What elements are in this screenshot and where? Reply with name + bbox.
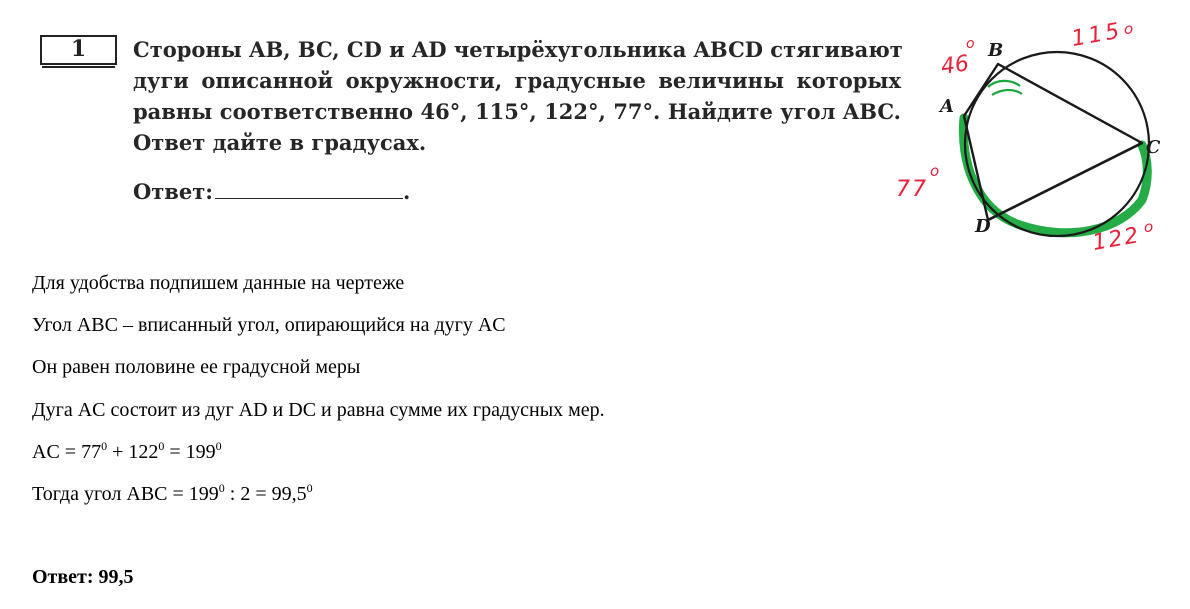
- label-point-c: C: [1146, 137, 1161, 158]
- annotation-arc-ab-degree: o: [966, 36, 975, 52]
- problem-block: [0, 0, 920, 250]
- answer-field: Ответ: .: [133, 176, 410, 204]
- solution-line-4: Дуга AC состоит из дуг AD и DC и равна сумме их градусных мер.: [32, 399, 605, 421]
- annotation-arc-cd-digits: 122: [1090, 222, 1143, 256]
- answer-prompt: Ответ:: [133, 179, 214, 204]
- solution-line-5: [32, 441, 222, 464]
- annotation-arc-ad: [896, 162, 939, 202]
- answer-blank-line: [215, 176, 403, 199]
- problem-line-2: дуги описанной окружности, градусные величины которых: [133, 68, 901, 93]
- quadrilateral-abcd: [964, 64, 1142, 220]
- degree-sup: 0: [158, 439, 165, 453]
- formula-ac-part-1: AC = 77: [32, 441, 102, 463]
- solution-line-1: Для удобства подпишем данные на чертеже: [32, 272, 405, 294]
- annotation-arc-cd-degree: o: [1144, 218, 1154, 236]
- solution-line-2: Угол ABC – вписанный угол, опирающийся на дугу AC: [32, 314, 506, 336]
- annotation-arc-ab-digits: 46: [939, 51, 971, 80]
- formula-ac-part-3: = 199: [164, 441, 216, 463]
- angle-mark-b-2: [992, 90, 1022, 95]
- problem-statement: [133, 34, 901, 158]
- degree-sup: 0: [218, 481, 225, 495]
- degree-sup: 0: [215, 439, 222, 453]
- formula-abc-part-1: Тогда угол ABC = 199: [32, 483, 219, 505]
- label-point-d: D: [975, 216, 991, 237]
- problem-line-1: Стороны AB, BC, CD и AD четырёхугольника ABCD стягивают: [133, 37, 903, 62]
- formula-abc-part-2: : 2 = 99,5: [224, 483, 307, 505]
- problem-number: 1: [40, 35, 117, 65]
- annotation-arc-ad-degree: o: [930, 162, 940, 180]
- angle-mark-b-1: [988, 81, 1020, 87]
- problem-line-4: Ответ дайте в градусах.: [133, 130, 427, 155]
- diagonal-ac: [988, 143, 1142, 220]
- annotation-arc-bc: [1070, 18, 1133, 51]
- label-point-b: B: [988, 40, 1004, 61]
- circle-figure: [880, 10, 1180, 260]
- final-answer: Ответ: 99,5: [32, 566, 134, 588]
- annotation-arc-bc-digits: 115: [1069, 18, 1125, 52]
- annotation-arc-ad-digits: 77: [896, 177, 928, 202]
- problem-line-3: равны соответственно 46°, 115°, 122°, 77°. Найдите угол ABC.: [133, 99, 901, 124]
- solution-line-6: [32, 483, 313, 506]
- formula-ac-part-2: + 122: [107, 441, 159, 463]
- label-point-a: A: [940, 96, 954, 117]
- solution-line-3: Он равен половине ее градусной меры: [32, 356, 361, 378]
- degree-sup: 0: [101, 439, 108, 453]
- annotation-arc-ab: [939, 36, 974, 80]
- annotation-arc-bc-degree: o: [1124, 20, 1134, 38]
- highlight-arc-adc: [963, 118, 1147, 233]
- degree-sup: 0: [306, 481, 313, 495]
- circumcircle: [965, 52, 1149, 236]
